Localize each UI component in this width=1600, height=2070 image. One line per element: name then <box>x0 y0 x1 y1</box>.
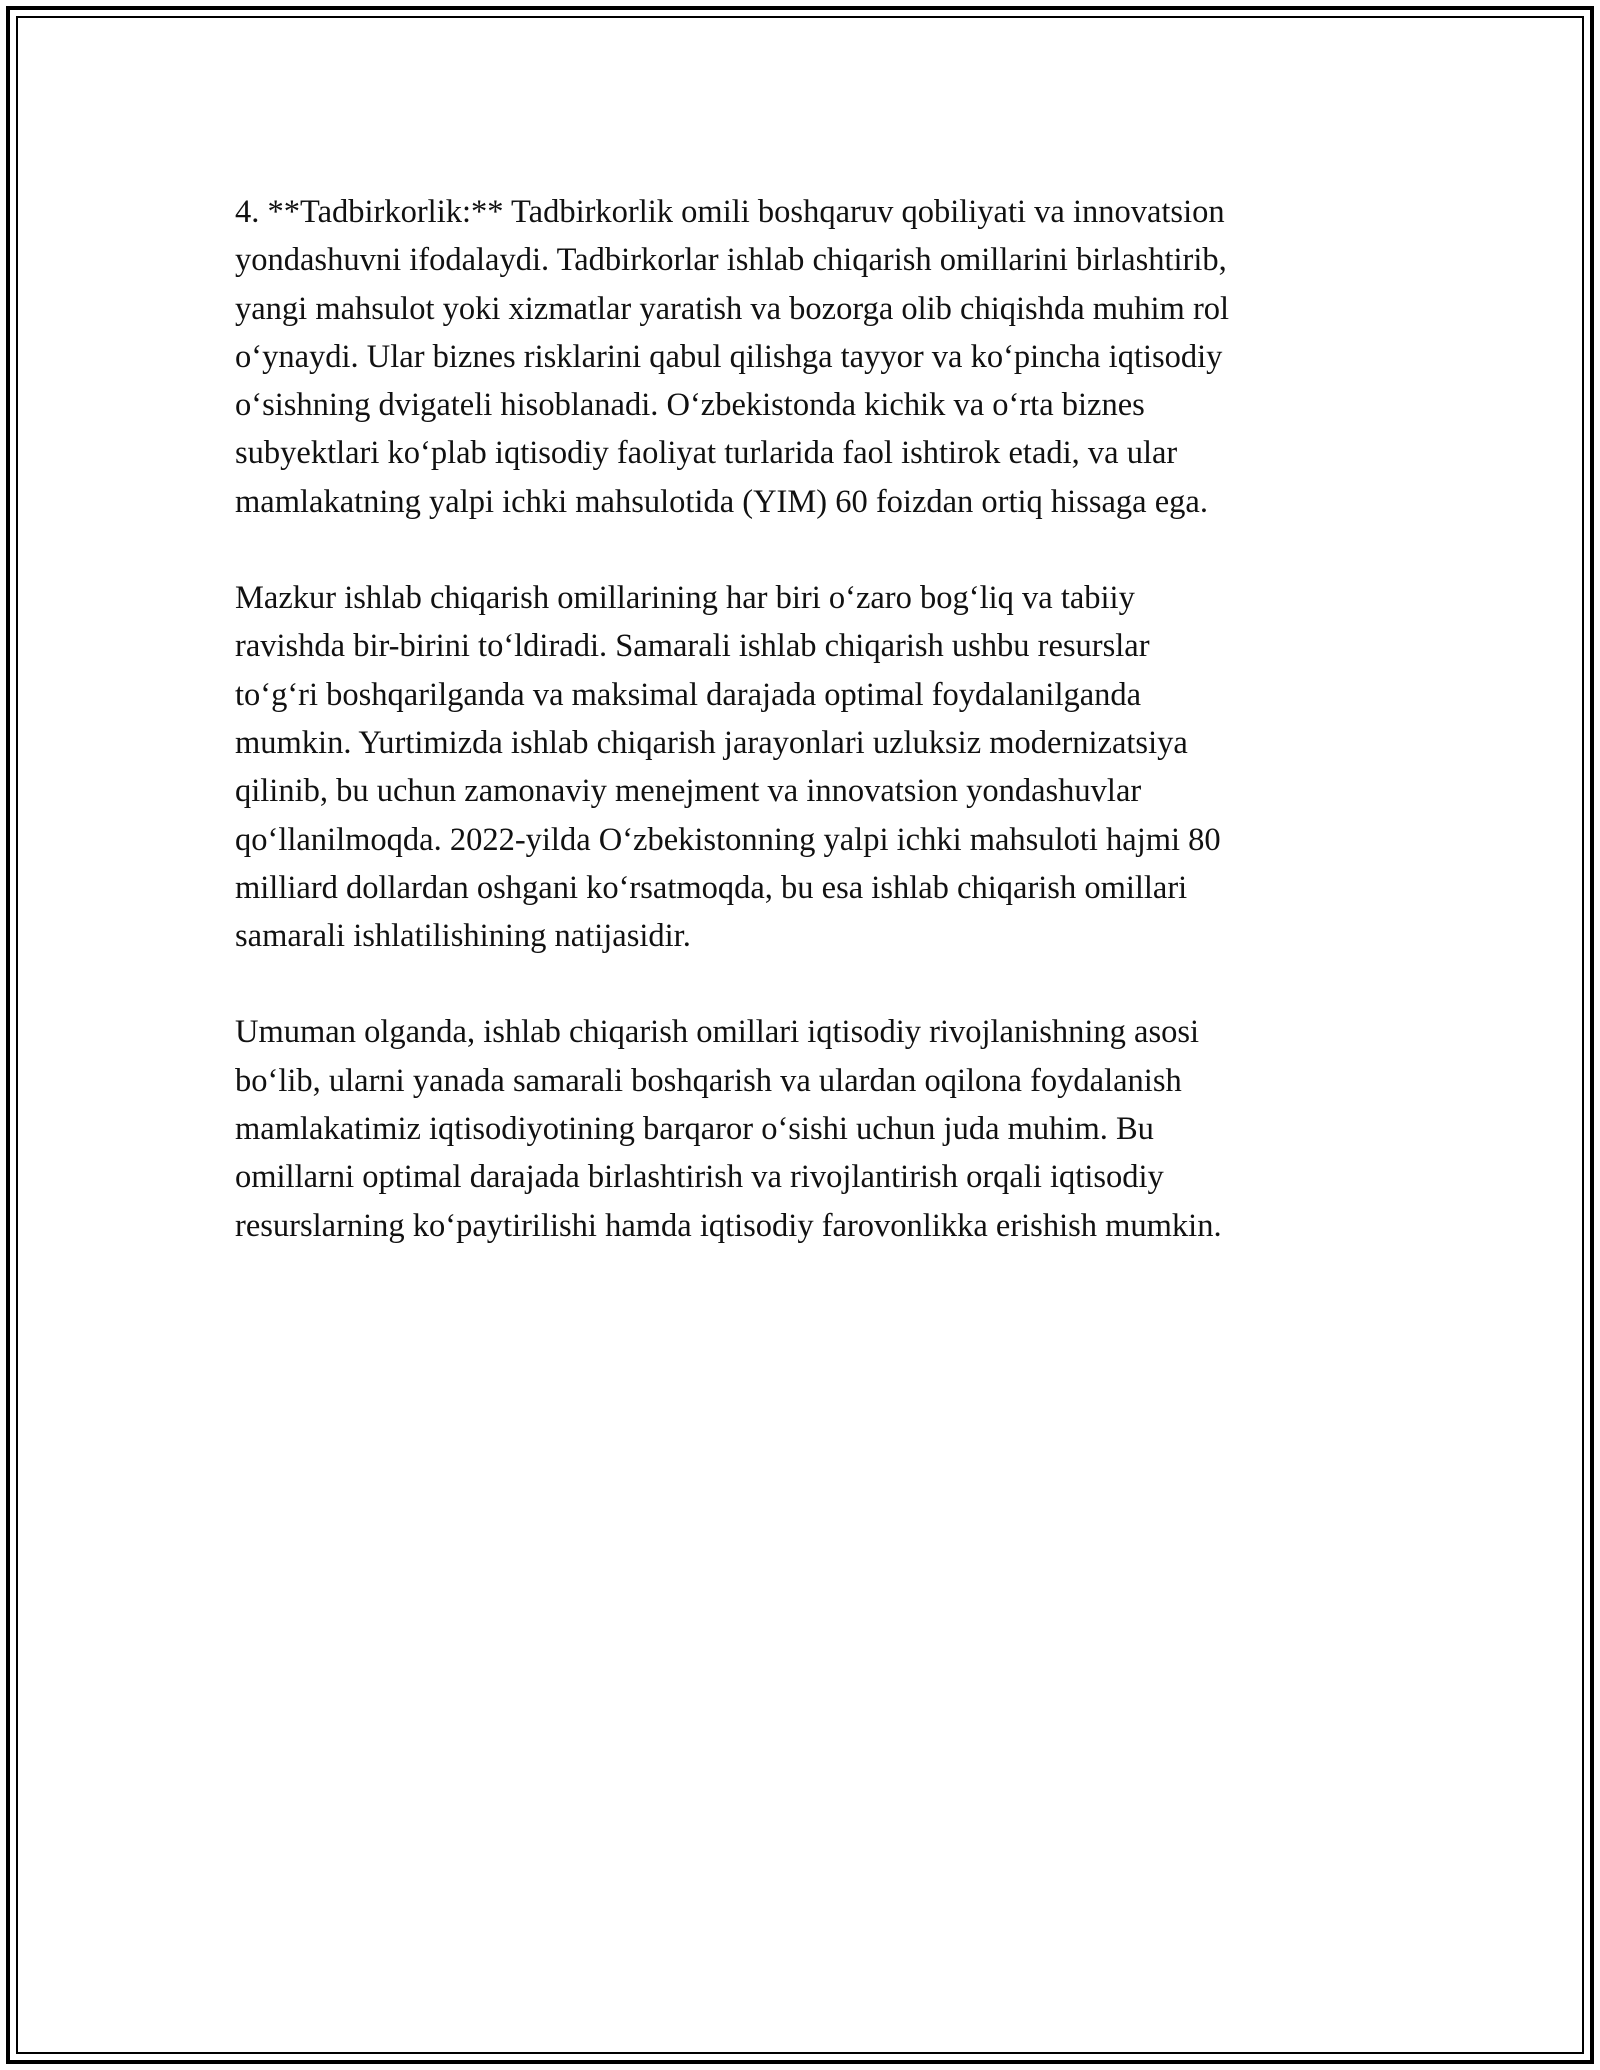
paragraph-entrepreneurship: 4. **Tadbirkorlik:** Tadbirkorlik omili boshqaruv qobiliyati va innovatsion yondashuvni ifodalaydi. Tadbirkorlar ishlab chiqarish omillarini birlashtirib, yangi mahsulot yoki xizmatlar yaratish va bozorga olib chiqishda muhim rol o‘ynaydi. Ular biznes risklarini qabul qilishga tayyor va ko‘pincha iqtisodiy o‘sishning dvigateli hisoblanadi. O‘zbekistonda kichik va o‘rta biznes subyektlari ko‘plab iqtisodiy faoliyat turlarida faol ishtirok etadi, va ular mamlakatning yalpi ichki mahsulotida (YIM) 60 foizdan ortiq hissaga ega. <box>235 194 1230 520</box>
paragraph-production-factors: Mazkur ishlab chiqarish omillarining har biri o‘zaro bog‘liq va tabiiy ravishda bir-birini to‘ldiradi. Samarali ishlab chiqarish ushbu resurslar to‘g‘ri boshqarilganda va maksimal darajada optimal foydalanilganda mumkin. Yurtimizda ishlab chiqarish jarayonlari uzluksiz modernizatsiya qilinib, bu uchun zamonaviy menejment va innovatsion yondashuvlar qo‘llanilmoqda. 2022-yilda O‘zbekistonning yalpi ichki mahsuloti hajmi 80 milliard dollardan oshgani ko‘rsatmoqda, bu esa ishlab chiqarish omillari samarali ishlatilishining natijasidir. <box>235 580 1221 955</box>
document-body <box>235 188 1385 1298</box>
paragraph-conclusion: Umuman olganda, ishlab chiqarish omillari iqtisodiy rivojlanishning asosi bo‘lib, ularni yanada samarali boshqarish va ulardan oqilona foydalanish mamlakatimiz iqtisodiyotining barqaror o‘sishi uchun juda muhim. Bu omillarni optimal darajada birlashtirish va rivojlantirish orqali iqtisodiy resurslarning ko‘paytirilishi hamda iqtisodiy farovonlikka erishish mumkin. <box>235 1014 1222 1244</box>
